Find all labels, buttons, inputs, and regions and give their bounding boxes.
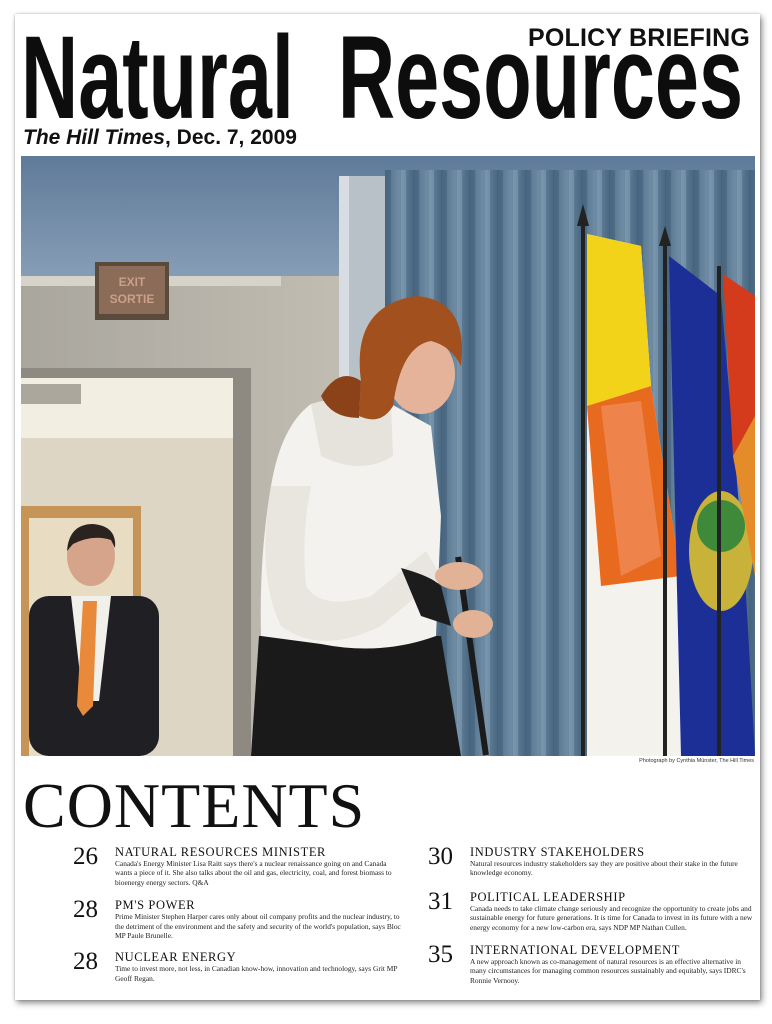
toc-entry-description: Canada needs to take climate change seriously and recognize the opportunity to create jobs and sustainable energy for future generations. It is time for Canada to invest in its future with a new energy economy for a new low-carbon era, says NDP MP Nathan Cullen. bbox=[470, 903, 753, 932]
exit-sign-line1: EXIT bbox=[118, 275, 146, 289]
cover-photo bbox=[21, 156, 755, 756]
toc-entry[interactable] bbox=[73, 949, 403, 983]
toc-entry-title: INTERNATIONAL DEVELOPMENT bbox=[470, 943, 680, 958]
toc-entry-title: PM'S POWER bbox=[115, 898, 196, 913]
toc-entry-title: NATURAL RESOURCES MINISTER bbox=[115, 845, 326, 859]
toc-page-number: 31 bbox=[428, 887, 453, 915]
toc-entry[interactable] bbox=[428, 942, 758, 985]
toc-right-column bbox=[428, 844, 758, 985]
toc-page-number: 28 bbox=[73, 896, 98, 924]
policy-briefing-label: POLICY BRIEFING bbox=[527, 24, 750, 52]
toc-entry-title: NUCLEAR ENERGY bbox=[115, 950, 237, 965]
issue-date: , Dec. 7, 2009 bbox=[165, 126, 297, 149]
magazine-page bbox=[15, 14, 760, 1000]
toc-entry-description: Canada's Energy Minister Lisa Raitt says there's a nuclear renaissance going on and Canada wants a piece of it. She also talks about the oil and gas, electricity, coal, and forest biomass to bioenergy energy sectors. Q&A bbox=[115, 859, 392, 887]
toc-left-column bbox=[73, 844, 403, 983]
toc-entry[interactable] bbox=[73, 844, 403, 887]
toc-entry[interactable] bbox=[73, 897, 403, 940]
toc-page-number: 30 bbox=[428, 843, 453, 870]
toc-entry-description: Natural resources industry stakeholders say they are positive about their stake in the future knowledge economy. bbox=[470, 859, 738, 878]
photo-credit: Photograph by Cynthia Münster, The Hill Times bbox=[639, 758, 754, 764]
flags bbox=[577, 204, 755, 756]
cover-photo-illustration bbox=[21, 156, 755, 756]
masthead-title: Natural Resources bbox=[21, 18, 743, 128]
dateline bbox=[23, 126, 297, 150]
contents-heading: CONTENTS bbox=[23, 770, 366, 841]
exit-sign bbox=[95, 262, 169, 320]
toc-entry[interactable] bbox=[428, 844, 758, 878]
toc-entry-description: A new approach known as co-management of natural resources is an effective alternative in many circumstances for managing common resources sustainably and equitably, says IDRC's Ronnie Vernooy. bbox=[470, 957, 746, 985]
toc-page-number: 26 bbox=[73, 843, 98, 870]
toc-page-number: 28 bbox=[73, 948, 98, 976]
exit-sign-line2: SORTIE bbox=[109, 292, 155, 306]
toc-entry[interactable] bbox=[428, 889, 758, 932]
publication-name: The Hill Times bbox=[23, 126, 165, 149]
toc-entry-title: POLITICAL LEADERSHIP bbox=[470, 889, 626, 904]
toc-entry-description: Prime Minister Stephen Harper cares only about oil company profits and the nuclear industry, to the detriment of the environment and the safety and security of the world's population, says Bloc MP Paule Brunelle. bbox=[115, 912, 401, 941]
toc-entry-description: Time to invest more, not less, in Canadian know-how, innovation and technology, says Grit MP Geoff Regan. bbox=[115, 964, 398, 983]
toc-page-number: 35 bbox=[428, 941, 453, 969]
toc-entry-title: INDUSTRY STAKEHOLDERS bbox=[470, 845, 645, 859]
